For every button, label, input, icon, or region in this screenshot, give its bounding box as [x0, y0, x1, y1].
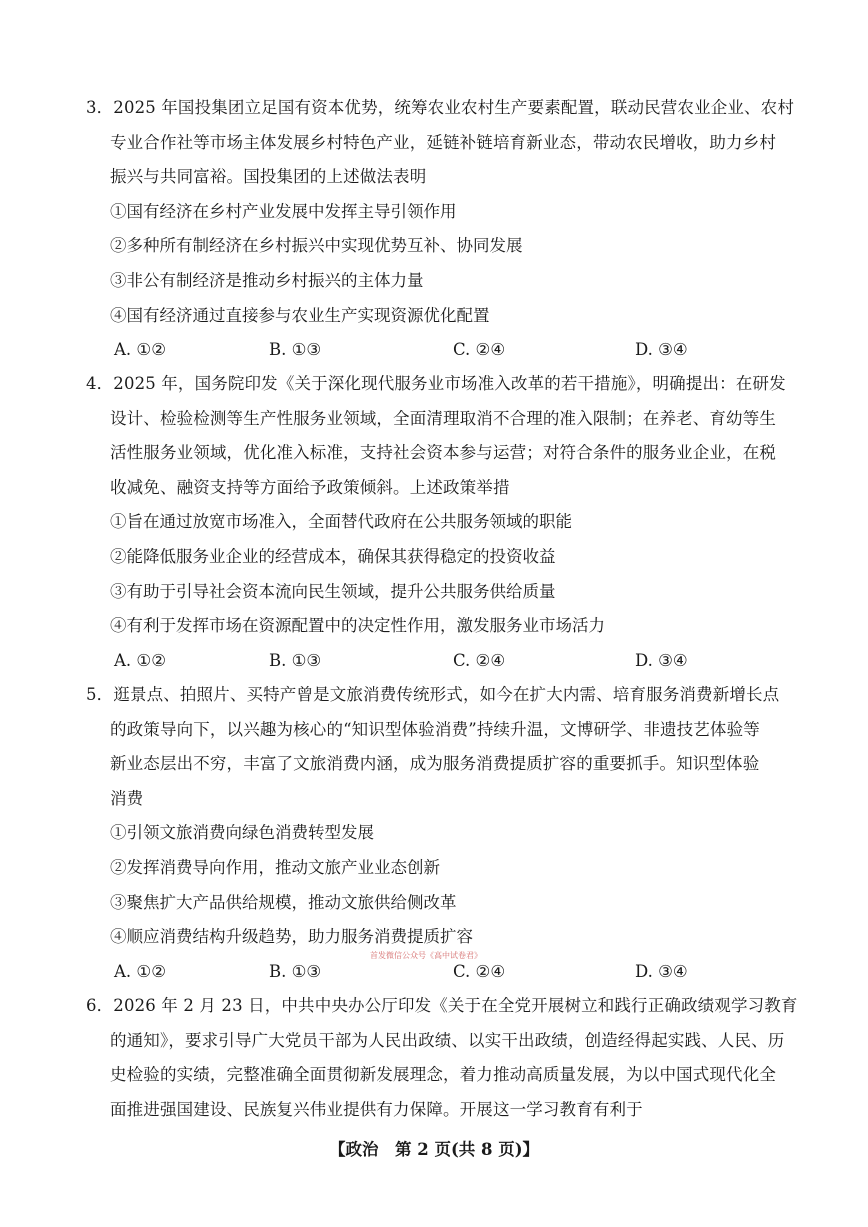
question-3-stem-line-3: 振兴与共同富裕。国投集团的上述做法表明 [110, 167, 427, 187]
question-5-stem-line-2: 的政策导向下，以兴趣为核心的“知识型体验消费”持续升温，文博研学、非遗技艺体验等 [110, 719, 760, 739]
question-5-choice-c: C. ②④ [453, 961, 506, 981]
question-5-statement-3: ③聚焦扩大产品供给规模，推动文旅供给侧改革 [110, 892, 457, 912]
question-5 [86, 678, 786, 989]
question-6-stem-line-2: 的通知》，要求引导广大党员干部为人民出政绩、以实干出政绩，创造经得起实践、人民、历 [110, 1030, 785, 1050]
question-5-choice-a: A. ①② [114, 961, 166, 981]
question-4 [86, 367, 786, 678]
question-4-choice-c: C. ②④ [453, 650, 506, 670]
question-3-choice-d: D. ③④ [635, 340, 688, 360]
question-4-statement-4: ④有利于发挥市场在资源配置中的决定性作用，激发服务业市场活力 [110, 616, 605, 636]
question-3-statement-3: ③非公有制经济是推动乡村振兴的主体力量 [110, 270, 424, 290]
question-5-choice-b: B. ①③ [269, 961, 322, 981]
question-6-stem-line-3: 史检验的实绩，完整准确全面贯彻新发展理念，着力推动高质量发展，为以中国式现代化全 [110, 1065, 776, 1085]
page-footer: 【政治 第 2 页(共 8 页)】 [328, 1140, 540, 1159]
question-5-stem-line-4: 消费 [110, 788, 144, 808]
question-4-choice-d: D. ③④ [635, 650, 688, 670]
question-4-choice-b: B. ①③ [269, 650, 322, 670]
question-5-stem-line-3: 新业态层出不穷，丰富了文旅消费内涵，成为服务消费提质扩容的重要抓手。知识型体验 [110, 754, 760, 774]
question-6 [86, 989, 798, 1127]
question-4-stem-line-3: 活性服务业领域，优化准入标准，支持社会资本参与运营；对符合条件的服务业企业，在税 [110, 443, 776, 463]
question-3-choice-b: B. ①③ [269, 340, 322, 360]
question-5-statement-1: ①引领文旅消费向绿色消费转型发展 [110, 823, 374, 843]
question-3-choice-c: C. ②④ [453, 340, 506, 360]
question-4-stem-line-1: 4．2025 年，国务院印发《关于深化现代服务业市场准入改革的若干措施》，明确提出：在研发 [86, 374, 786, 393]
question-5-statement-2: ②发挥消费导向作用，推动文旅产业业态创新 [110, 857, 440, 877]
question-4-statement-1: ①旨在通过放宽市场准入，全面替代政府在公共服务领域的职能 [110, 512, 572, 532]
question-3 [86, 91, 794, 368]
question-4-choice-a: A. ①② [114, 650, 166, 670]
question-4-statement-3: ③有助于引导社会资本流向民生领域，提升公共服务供给质量 [110, 581, 556, 601]
question-4-stem-line-4: 收减免、融资支持等方面给予政策倾斜。上述政策举措 [110, 477, 510, 497]
question-3-stem-line-2: 专业合作社等市场主体发展乡村特色产业，延链补链培育新业态，带动农民增收，助力乡村 [110, 132, 776, 152]
question-4-statement-2: ②能降低服务业企业的经营成本，确保其获得稳定的投资收益 [110, 546, 556, 566]
question-3-statement-1: ①国有经济在乡村产业发展中发挥主导引领作用 [110, 201, 457, 221]
question-3-statement-2: ②多种所有制经济在乡村振兴中实现优势互补、协同发展 [110, 236, 523, 256]
question-5-statement-4: ④顺应消费结构升级趋势，助力服务消费提质扩容 [110, 927, 473, 947]
question-6-stem-line-4: 面推进强国建设、民族复兴伟业提供有力保障。开展这一学习教育有利于 [110, 1099, 643, 1119]
question-5-choice-d: D. ③④ [635, 961, 688, 981]
watermark-text: 首发微信公众号《高中试卷君》 [370, 951, 482, 960]
question-4-stem-line-2: 设计、检验检测等生产性服务业领域，全面清理取消不合理的准入限制；在养老、育幼等生 [110, 408, 776, 428]
question-3-stem-line-1: 3．2025 年国投集团立足国有资本优势，统筹农业农村生产要素配置，联动民营农业企业、农村 [86, 98, 794, 117]
question-3-choice-a: A. ①② [114, 340, 166, 360]
question-6-stem-line-1: 6．2026 年 2 月 23 日，中共中央办公厅印发《关于在全党开展树立和践行正确政绩观学习教育 [86, 996, 798, 1015]
question-3-statement-4: ④国有经济通过直接参与农业生产实现资源优化配置 [110, 305, 490, 325]
question-5-stem-line-1: 5．逛景点、拍照片、买特产曾是文旅消费传统形式，如今在扩大内需、培育服务消费新增长点 [86, 685, 780, 704]
question-4-choices [110, 644, 786, 679]
question-3-choices [110, 333, 786, 368]
